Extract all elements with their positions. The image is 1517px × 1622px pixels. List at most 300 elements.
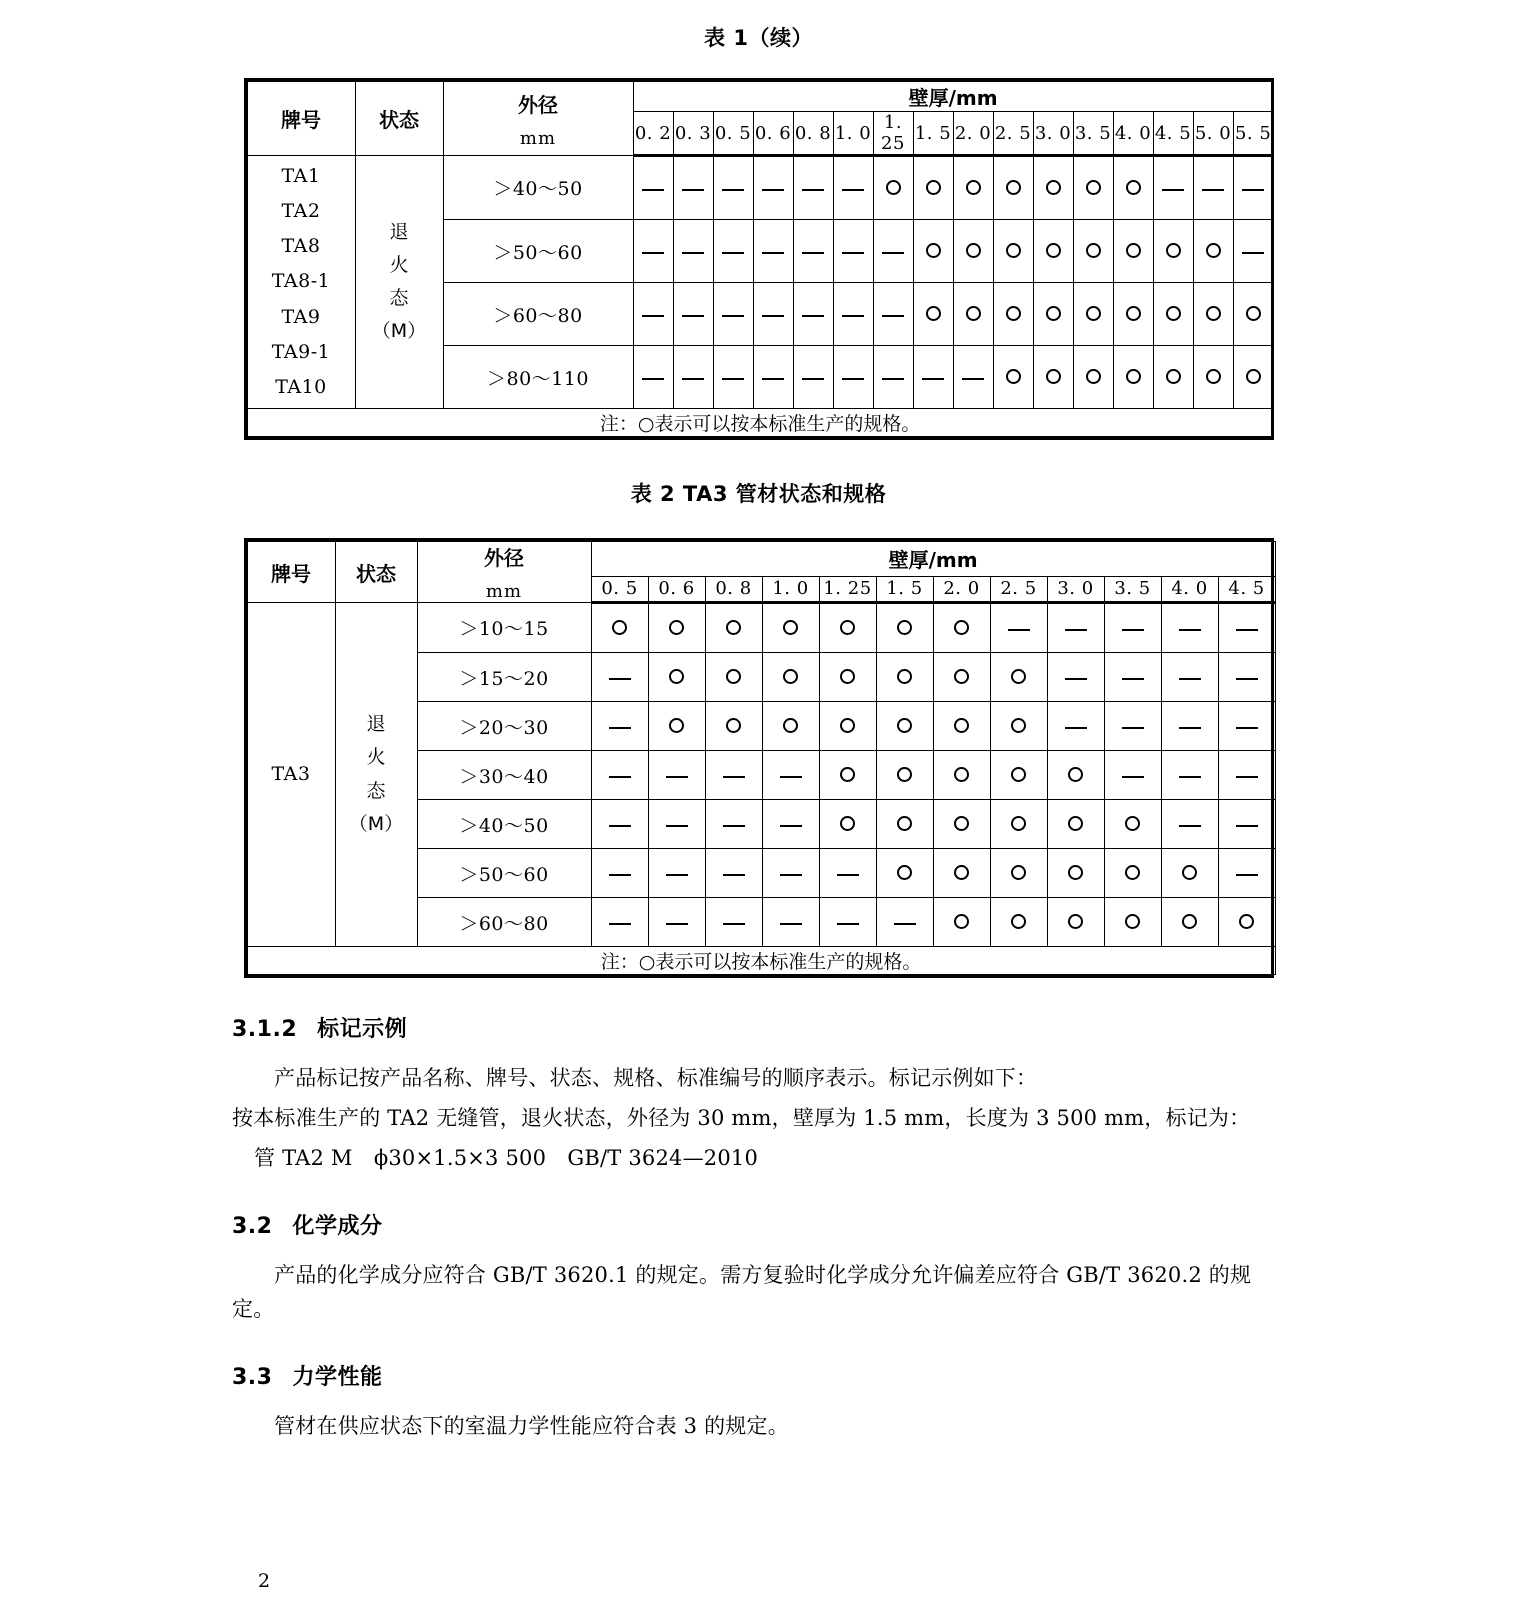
available-mark-icon: [1086, 369, 1101, 384]
table1-cell-r1-c0: [633, 220, 673, 283]
table1-cell-r3-c0: [633, 346, 673, 409]
table2-thickness-header-6: 2. 0: [933, 576, 990, 602]
table1-cell-r1-c9: [993, 220, 1033, 283]
table1-cell-r1-c15: [1233, 220, 1273, 283]
table2-cell-r3-c10: [1161, 751, 1218, 800]
table2-cell-r0-c4: [819, 603, 876, 653]
available-mark-icon: [1011, 816, 1026, 831]
not-available-mark-icon: [609, 727, 631, 729]
document-page: [0, 22, 1517, 1622]
table1-thickness-header-0: 0. 2: [633, 112, 673, 156]
table2-cell-r0-c6: [933, 603, 990, 653]
state-label: 态: [389, 287, 409, 309]
not-available-mark-icon: [922, 378, 944, 380]
table1-cell-r1-c1: [673, 220, 713, 283]
table1-cell-r3-c15: [1233, 346, 1273, 409]
available-mark-icon: [669, 669, 684, 684]
table1-od-unit: mm: [519, 127, 557, 149]
section-paragraph: 产品标记按产品名称、牌号、状态、规格、标准编号的顺序表示。标记示例如下：: [274, 1066, 1038, 1090]
table2-grade-cell: [247, 603, 335, 947]
not-available-mark-icon: [642, 378, 664, 380]
table2-caption: 表 2 TA3 管材状态和规格: [630, 482, 887, 506]
table2-cell-r5-c0: [591, 849, 648, 898]
not-available-mark-icon: [723, 825, 745, 827]
table1-col-grade: 牌号: [247, 82, 355, 156]
available-mark-icon: [1068, 865, 1083, 880]
available-mark-icon: [897, 816, 912, 831]
table1-cell-r1-c11: [1073, 220, 1113, 283]
available-mark-icon: [1068, 816, 1083, 831]
table2-cell-r2-c8: [1047, 702, 1104, 751]
not-available-mark-icon: [666, 923, 688, 925]
table2-cell-r0-c7: [990, 603, 1047, 653]
table2-outer-diameter-cell: ＞50～60: [417, 849, 591, 898]
table1-thickness-header-5: 1. 0: [833, 112, 873, 156]
table2-cell-r6-c6: [933, 898, 990, 947]
table2-cell-r5-c9: [1104, 849, 1161, 898]
available-mark-icon: [1126, 180, 1141, 195]
table2-cell-r2-c11: [1218, 702, 1275, 751]
available-mark-icon: [954, 914, 969, 929]
section-heading-3.1.2: [232, 1012, 1517, 1043]
not-available-mark-icon: [1202, 189, 1224, 191]
table1-col-outer-diameter: [443, 82, 633, 156]
available-mark-icon: [1086, 306, 1101, 321]
table1-cell-r2-c9: [993, 283, 1033, 346]
table1-thickness-header-14: 5. 0: [1193, 112, 1233, 156]
table1-cell-r0-c3: [753, 156, 793, 220]
table2-col-grade: 牌号: [247, 542, 335, 603]
document-sections: [0, 1012, 1517, 1443]
available-mark-icon: [1182, 865, 1197, 880]
table1-outer-diameter-cell: ＞50～60: [443, 220, 633, 283]
available-mark-icon: [1206, 369, 1221, 384]
table2-cell-r2-c10: [1161, 702, 1218, 751]
available-mark-icon: [954, 865, 969, 880]
available-mark-icon: [897, 669, 912, 684]
table2-cell-r5-c7: [990, 849, 1047, 898]
table2-cell-r1-c0: [591, 653, 648, 702]
table2-cell-r6-c4: [819, 898, 876, 947]
not-available-mark-icon: [780, 825, 802, 827]
not-available-mark-icon: [780, 776, 802, 778]
available-mark-icon: [783, 669, 798, 684]
table1-cell-r2-c13: [1153, 283, 1193, 346]
not-available-mark-icon: [837, 923, 859, 925]
table2-col-wall-thickness-group: 壁厚/mm: [591, 542, 1275, 577]
table-row: [247, 603, 1275, 653]
table2-container: [244, 538, 1274, 978]
table1-cell-r1-c6: [873, 220, 913, 283]
table2-cell-r1-c10: [1161, 653, 1218, 702]
table2-cell-r3-c11: [1218, 751, 1275, 800]
section-paragraph: 按本标准生产的 TA2 无缝管，退火状态，外径为 30 mm，壁厚为 1.5 mm，长度为 3 500 mm，标记为：: [232, 1106, 1251, 1131]
table1-cell-r0-c7: [913, 156, 953, 220]
available-mark-icon: [954, 718, 969, 733]
table1-note: 注：○表示可以按本标准生产的规格。: [247, 409, 1273, 437]
table2-cell-r1-c6: [933, 653, 990, 702]
table1-cell-r3-c2: [713, 346, 753, 409]
section-number: 3.1.2: [232, 1017, 298, 1042]
table2-cell-r4-c0: [591, 800, 648, 849]
available-mark-icon: [840, 816, 855, 831]
table1-thickness-header-4: 0. 8: [793, 112, 833, 156]
table1-cell-r0-c15: [1233, 156, 1273, 220]
not-available-mark-icon: [666, 776, 688, 778]
table2-cell-r0-c5: [876, 603, 933, 653]
not-available-mark-icon: [842, 189, 864, 191]
table2-cell-r0-c11: [1218, 603, 1275, 653]
table1-cell-r2-c4: [793, 283, 833, 346]
table1-cell-r0-c12: [1113, 156, 1153, 220]
table1-state-cell: [355, 156, 443, 409]
table1-cell-r1-c7: [913, 220, 953, 283]
available-mark-icon: [840, 767, 855, 782]
table1-cell-r1-c14: [1193, 220, 1233, 283]
available-mark-icon: [1011, 767, 1026, 782]
available-mark-icon: [1182, 914, 1197, 929]
state-label: 态: [366, 779, 386, 802]
table2-od-unit: mm: [485, 581, 523, 602]
table1-col-state: 状态: [355, 82, 443, 156]
table1-cell-r2-c3: [753, 283, 793, 346]
table1-outer-diameter-cell: ＞40～50: [443, 156, 633, 220]
table1-thickness-header-8: 2. 0: [953, 112, 993, 156]
table1-cell-r2-c14: [1193, 283, 1233, 346]
table2-outer-diameter-cell: ＞30～40: [417, 751, 591, 800]
available-mark-icon: [726, 669, 741, 684]
table2-thickness-header-11: 4. 5: [1218, 576, 1275, 602]
not-available-mark-icon: [1065, 727, 1087, 729]
available-mark-icon: [1166, 306, 1181, 321]
table2-cell-r5-c6: [933, 849, 990, 898]
table2-cell-r2-c4: [819, 702, 876, 751]
section-title: 化学成分: [292, 1214, 383, 1240]
table1-outer-diameter-cell: ＞80～110: [443, 346, 633, 409]
not-available-mark-icon: [723, 923, 745, 925]
table2-cell-r1-c7: [990, 653, 1047, 702]
table1-cell-r2-c0: [633, 283, 673, 346]
table2-cell-r1-c3: [762, 653, 819, 702]
grade-label: TA1: [281, 165, 321, 187]
table1-cell-r1-c3: [753, 220, 793, 283]
table1-cell-r1-c5: [833, 220, 873, 283]
available-mark-icon: [966, 180, 981, 195]
not-available-mark-icon: [642, 252, 664, 254]
not-available-mark-icon: [882, 378, 904, 380]
table1-cell-r2-c11: [1073, 283, 1113, 346]
table1-header: [247, 82, 1273, 156]
table1-od-label: 外径: [518, 92, 558, 117]
grade-label: TA9: [281, 305, 321, 328]
table1-thickness-header-11: 3. 5: [1073, 112, 1113, 156]
table2-thickness-header-10: 4. 0: [1161, 576, 1218, 602]
table1-footer: [247, 409, 1273, 437]
available-mark-icon: [840, 620, 855, 635]
table1-thickness-header-10: 3. 0: [1033, 112, 1073, 156]
table2-thickness-header-3: 1. 0: [762, 576, 819, 602]
available-mark-icon: [783, 620, 798, 635]
table2-cell-r4-c9: [1104, 800, 1161, 849]
table1-grade-cell: [247, 156, 355, 409]
table2-cell-r5-c8: [1047, 849, 1104, 898]
available-mark-icon: [726, 718, 741, 733]
available-mark-icon: [1125, 914, 1140, 929]
available-mark-icon: [669, 718, 684, 733]
table1-cell-r2-c1: [673, 283, 713, 346]
table1-cell-r3-c10: [1033, 346, 1073, 409]
available-mark-icon: [1166, 369, 1181, 384]
table2-cell-r0-c3: [762, 603, 819, 653]
available-mark-icon: [1006, 243, 1021, 258]
table1-cell-r1-c8: [953, 220, 993, 283]
available-mark-icon: [897, 620, 912, 635]
table2-cell-r0-c2: [705, 603, 762, 653]
not-available-mark-icon: [1179, 825, 1201, 827]
table2-cell-r6-c9: [1104, 898, 1161, 947]
table-row: [247, 156, 1273, 220]
not-available-mark-icon: [1236, 727, 1258, 729]
not-available-mark-icon: [723, 776, 745, 778]
table1-thickness-header-9: 2. 5: [993, 112, 1033, 156]
table2-cell-r1-c9: [1104, 653, 1161, 702]
not-available-mark-icon: [780, 874, 802, 876]
table2-thickness-header-2: 0. 8: [705, 576, 762, 602]
available-mark-icon: [954, 669, 969, 684]
not-available-mark-icon: [842, 378, 864, 380]
table2-cell-r3-c6: [933, 751, 990, 800]
not-available-mark-icon: [642, 189, 664, 191]
table2-outer-diameter-cell: ＞40～50: [417, 800, 591, 849]
table2-cell-r2-c6: [933, 702, 990, 751]
available-mark-icon: [954, 816, 969, 831]
available-mark-icon: [1239, 914, 1254, 929]
table1-thickness-header-1: 0. 3: [673, 112, 713, 156]
table1: [247, 81, 1274, 437]
table2-cell-r3-c3: [762, 751, 819, 800]
available-mark-icon: [966, 243, 981, 258]
available-mark-icon: [669, 620, 684, 635]
table1-cell-r0-c10: [1033, 156, 1073, 220]
table2-cell-r1-c8: [1047, 653, 1104, 702]
table1-cell-r1-c12: [1113, 220, 1153, 283]
table1-cell-r2-c15: [1233, 283, 1273, 346]
not-available-mark-icon: [722, 252, 744, 254]
table2-cell-r2-c3: [762, 702, 819, 751]
not-available-mark-icon: [722, 189, 744, 191]
section-heading-3.2: [232, 1209, 1517, 1240]
state-label: 退: [389, 220, 409, 243]
not-available-mark-icon: [762, 252, 784, 254]
available-mark-icon: [1068, 914, 1083, 929]
not-available-mark-icon: [1065, 678, 1087, 680]
table2-cell-r4-c11: [1218, 800, 1275, 849]
table1-thickness-header-3: 0. 6: [753, 112, 793, 156]
not-available-mark-icon: [1242, 252, 1264, 254]
state-label: （M）: [371, 320, 427, 343]
table2-cell-r0-c1: [648, 603, 705, 653]
table2-cell-r4-c5: [876, 800, 933, 849]
table1-cell-r0-c1: [673, 156, 713, 220]
grade-label: TA8: [281, 235, 321, 258]
not-available-mark-icon: [802, 315, 824, 317]
table1-cell-r2-c5: [833, 283, 873, 346]
available-mark-icon: [1006, 369, 1021, 384]
available-mark-icon: [1125, 816, 1140, 831]
table2-cell-r4-c3: [762, 800, 819, 849]
available-mark-icon: [612, 620, 627, 635]
table2-cell-r4-c7: [990, 800, 1047, 849]
table1-cell-r1-c4: [793, 220, 833, 283]
not-available-mark-icon: [1008, 629, 1030, 631]
not-available-mark-icon: [1179, 678, 1201, 680]
grade-label: TA2: [281, 200, 321, 223]
table2-col-state: 状态: [335, 542, 417, 603]
table1-cell-r2-c12: [1113, 283, 1153, 346]
section-number: 3.3: [232, 1365, 273, 1391]
available-mark-icon: [926, 306, 941, 321]
table2-cell-r3-c9: [1104, 751, 1161, 800]
table2-cell-r2-c7: [990, 702, 1047, 751]
table2-outer-diameter-cell: ＞15～20: [417, 653, 591, 702]
not-available-mark-icon: [1179, 629, 1201, 631]
available-mark-icon: [1206, 306, 1221, 321]
state-label: 火: [366, 746, 386, 769]
table2-footer: [247, 947, 1275, 975]
table1-cell-r2-c8: [953, 283, 993, 346]
table2-thickness-header-5: 1. 5: [876, 576, 933, 602]
table1-cell-r0-c2: [713, 156, 753, 220]
table1-cell-r0-c11: [1073, 156, 1113, 220]
available-mark-icon: [1126, 243, 1141, 258]
available-mark-icon: [1046, 180, 1061, 195]
not-available-mark-icon: [1122, 727, 1144, 729]
not-available-mark-icon: [666, 825, 688, 827]
table1-cell-r0-c0: [633, 156, 673, 220]
table2-cell-r6-c2: [705, 898, 762, 947]
table2-cell-r6-c8: [1047, 898, 1104, 947]
available-mark-icon: [840, 718, 855, 733]
section-title: 标记示例: [317, 1017, 408, 1042]
table2-cell-r6-c10: [1161, 898, 1218, 947]
table2-cell-r1-c1: [648, 653, 705, 702]
not-available-mark-icon: [802, 252, 824, 254]
table1-thickness-header-7: 1. 5: [913, 112, 953, 156]
available-mark-icon: [954, 767, 969, 782]
table2-cell-r1-c2: [705, 653, 762, 702]
table1-cell-r0-c6: [873, 156, 913, 220]
table2-cell-r4-c2: [705, 800, 762, 849]
not-available-mark-icon: [882, 252, 904, 254]
table1-cell-r0-c8: [953, 156, 993, 220]
available-mark-icon: [1046, 369, 1061, 384]
not-available-mark-icon: [722, 378, 744, 380]
table1-cell-r3-c11: [1073, 346, 1113, 409]
table2-note: 注：○表示可以按本标准生产的规格。: [247, 947, 1275, 975]
table2-cell-r6-c11: [1218, 898, 1275, 947]
section-paragraph: 产品的化学成分应符合 GB/T 3620.1 的规定。需方复验时化学成分允许偏差应符合 GB/T 3620.2 的规定。: [232, 1263, 1252, 1322]
not-available-mark-icon: [1122, 629, 1144, 631]
not-available-mark-icon: [723, 874, 745, 876]
not-available-mark-icon: [1179, 727, 1201, 729]
table2-header: [247, 542, 1275, 603]
table1-thickness-header-6: 1. 25: [873, 112, 913, 156]
state-label: （M）: [348, 812, 404, 835]
table1-cell-r1-c2: [713, 220, 753, 283]
table2-cell-r1-c11: [1218, 653, 1275, 702]
not-available-mark-icon: [762, 315, 784, 317]
available-mark-icon: [1126, 306, 1141, 321]
available-mark-icon: [886, 180, 901, 195]
table2-cell-r4-c8: [1047, 800, 1104, 849]
not-available-mark-icon: [1236, 874, 1258, 876]
table1-body: [247, 156, 1273, 409]
table2-cell-r5-c2: [705, 849, 762, 898]
table1-cell-r3-c14: [1193, 346, 1233, 409]
not-available-mark-icon: [1122, 678, 1144, 680]
table2-cell-r1-c4: [819, 653, 876, 702]
not-available-mark-icon: [1065, 629, 1087, 631]
available-mark-icon: [1086, 243, 1101, 258]
table2-cell-r3-c1: [648, 751, 705, 800]
table2-cell-r0-c0: [591, 603, 648, 653]
table2-cell-r2-c0: [591, 702, 648, 751]
table1-cell-r0-c9: [993, 156, 1033, 220]
available-mark-icon: [1046, 243, 1061, 258]
table2-cell-r5-c5: [876, 849, 933, 898]
not-available-mark-icon: [1179, 776, 1201, 778]
table2-cell-r6-c1: [648, 898, 705, 947]
table2-cell-r6-c3: [762, 898, 819, 947]
not-available-mark-icon: [682, 252, 704, 254]
table1-thickness-header-12: 4. 0: [1113, 112, 1153, 156]
available-mark-icon: [926, 243, 941, 258]
table2-cell-r0-c9: [1104, 603, 1161, 653]
available-mark-icon: [1246, 369, 1261, 384]
available-mark-icon: [926, 180, 941, 195]
table2-cell-r4-c4: [819, 800, 876, 849]
table2-cell-r6-c5: [876, 898, 933, 947]
available-mark-icon: [840, 669, 855, 684]
state-label: 火: [389, 253, 409, 276]
table2-body: [247, 603, 1275, 947]
section-number: 3.2: [232, 1214, 273, 1240]
available-mark-icon: [954, 620, 969, 635]
table2-state-cell: [335, 603, 417, 947]
grade-label: TA9-1: [271, 340, 331, 363]
table2-thickness-header-1: 0. 6: [648, 576, 705, 602]
table2-cell-r3-c0: [591, 751, 648, 800]
table2-cell-r6-c7: [990, 898, 1047, 947]
available-mark-icon: [1011, 669, 1026, 684]
available-mark-icon: [1046, 306, 1061, 321]
table2-cell-r3-c5: [876, 751, 933, 800]
table2-cell-r5-c1: [648, 849, 705, 898]
not-available-mark-icon: [842, 252, 864, 254]
not-available-mark-icon: [1242, 189, 1264, 191]
table2-outer-diameter-cell: ＞10～15: [417, 603, 591, 653]
table1-cell-r0-c5: [833, 156, 873, 220]
table1-cell-r2-c7: [913, 283, 953, 346]
table1-cell-r1-c10: [1033, 220, 1073, 283]
table1-caption: 表 1（续）: [704, 26, 813, 50]
section-paragraph: 管材在供应状态下的室温力学性能应符合表 3 的规定。: [274, 1414, 789, 1439]
table2-cell-r0-c8: [1047, 603, 1104, 653]
not-available-mark-icon: [609, 776, 631, 778]
not-available-mark-icon: [882, 315, 904, 317]
table1-cell-r2-c2: [713, 283, 753, 346]
table1-cell-r0-c13: [1153, 156, 1193, 220]
